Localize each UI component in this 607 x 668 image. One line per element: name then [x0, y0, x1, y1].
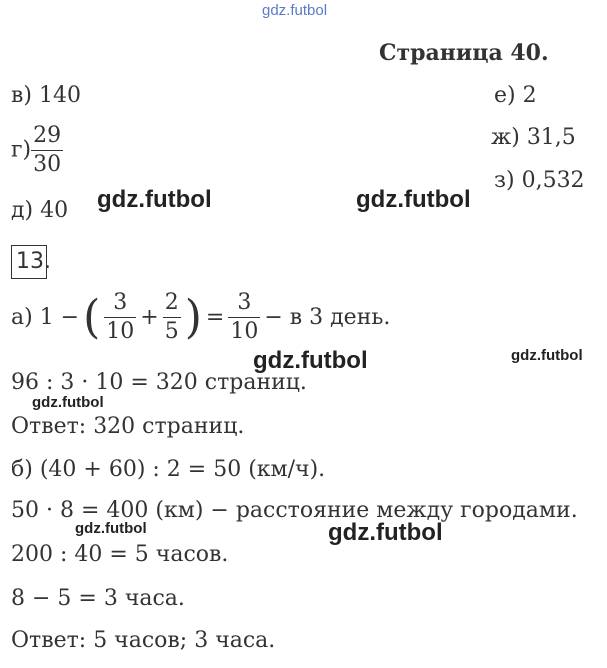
- answer-g-fraction: [31, 125, 63, 176]
- watermark-small-mid: gdz.futbol: [75, 520, 147, 537]
- open-paren: (: [83, 290, 101, 344]
- close-paren: ): [184, 290, 202, 344]
- solution-b-line1: б) (40 + 60) : 2 = 50 (км/ч).: [11, 457, 326, 482]
- fraction-1: [104, 292, 136, 343]
- solution-b-line4: 8 − 5 = 3 часа.: [11, 586, 185, 611]
- solution-a-suffix: − в 3 день.: [264, 304, 391, 330]
- answer-e: е) 2: [494, 83, 537, 108]
- watermark-big-left: gdz.futbol: [97, 186, 212, 213]
- solution-b-answer: Ответ: 5 часов; 3 часа.: [11, 628, 276, 653]
- answer-g-label: г): [11, 137, 32, 163]
- fraction-numerator: 2: [163, 292, 181, 318]
- watermark-big-center: gdz.futbol: [253, 347, 368, 374]
- solution-a-line2: 96 : 3 · 10 = 320 страниц.: [11, 370, 307, 395]
- solution-b-line3: 200 : 40 = 5 часов.: [11, 542, 229, 567]
- fraction-numerator: 29: [31, 125, 63, 151]
- fraction-3: [228, 292, 260, 343]
- solution-b-line2: 50 · 8 = 400 (км) − расстояние между городами.: [11, 498, 578, 523]
- watermark-big-bottom: gdz.futbol: [328, 519, 443, 546]
- fraction-2: [163, 292, 181, 343]
- plus-sign: +: [140, 304, 159, 330]
- fraction-denominator: 5: [164, 319, 179, 344]
- solution-a-line1: [11, 292, 390, 343]
- solution-a-prefix: а) 1 −: [11, 304, 80, 330]
- answer-v: в) 140: [11, 83, 81, 108]
- watermark-top: gdz.futbol: [262, 2, 328, 19]
- task-number-box: 13.: [11, 245, 47, 279]
- fraction-numerator: 3: [104, 292, 136, 318]
- answer-zh: ж) 31,5: [491, 125, 576, 150]
- page-title: Страница 40.: [379, 40, 549, 66]
- answer-d: д) 40: [11, 198, 69, 223]
- watermark-big-right: gdz.futbol: [356, 186, 471, 213]
- solution-a-answer: Ответ: 320 страниц.: [11, 414, 245, 439]
- fraction-denominator: 10: [106, 319, 135, 344]
- watermark-small-right: gdz.futbol: [511, 347, 583, 364]
- fraction-denominator: 30: [33, 152, 62, 177]
- fraction-numerator: 3: [228, 292, 260, 318]
- watermark-small-left: gdz.futbol: [32, 394, 104, 411]
- fraction-denominator: 10: [230, 319, 259, 344]
- answer-z: з) 0,532: [494, 168, 585, 193]
- equals-sign: =: [205, 304, 225, 330]
- answer-g: [11, 125, 63, 176]
